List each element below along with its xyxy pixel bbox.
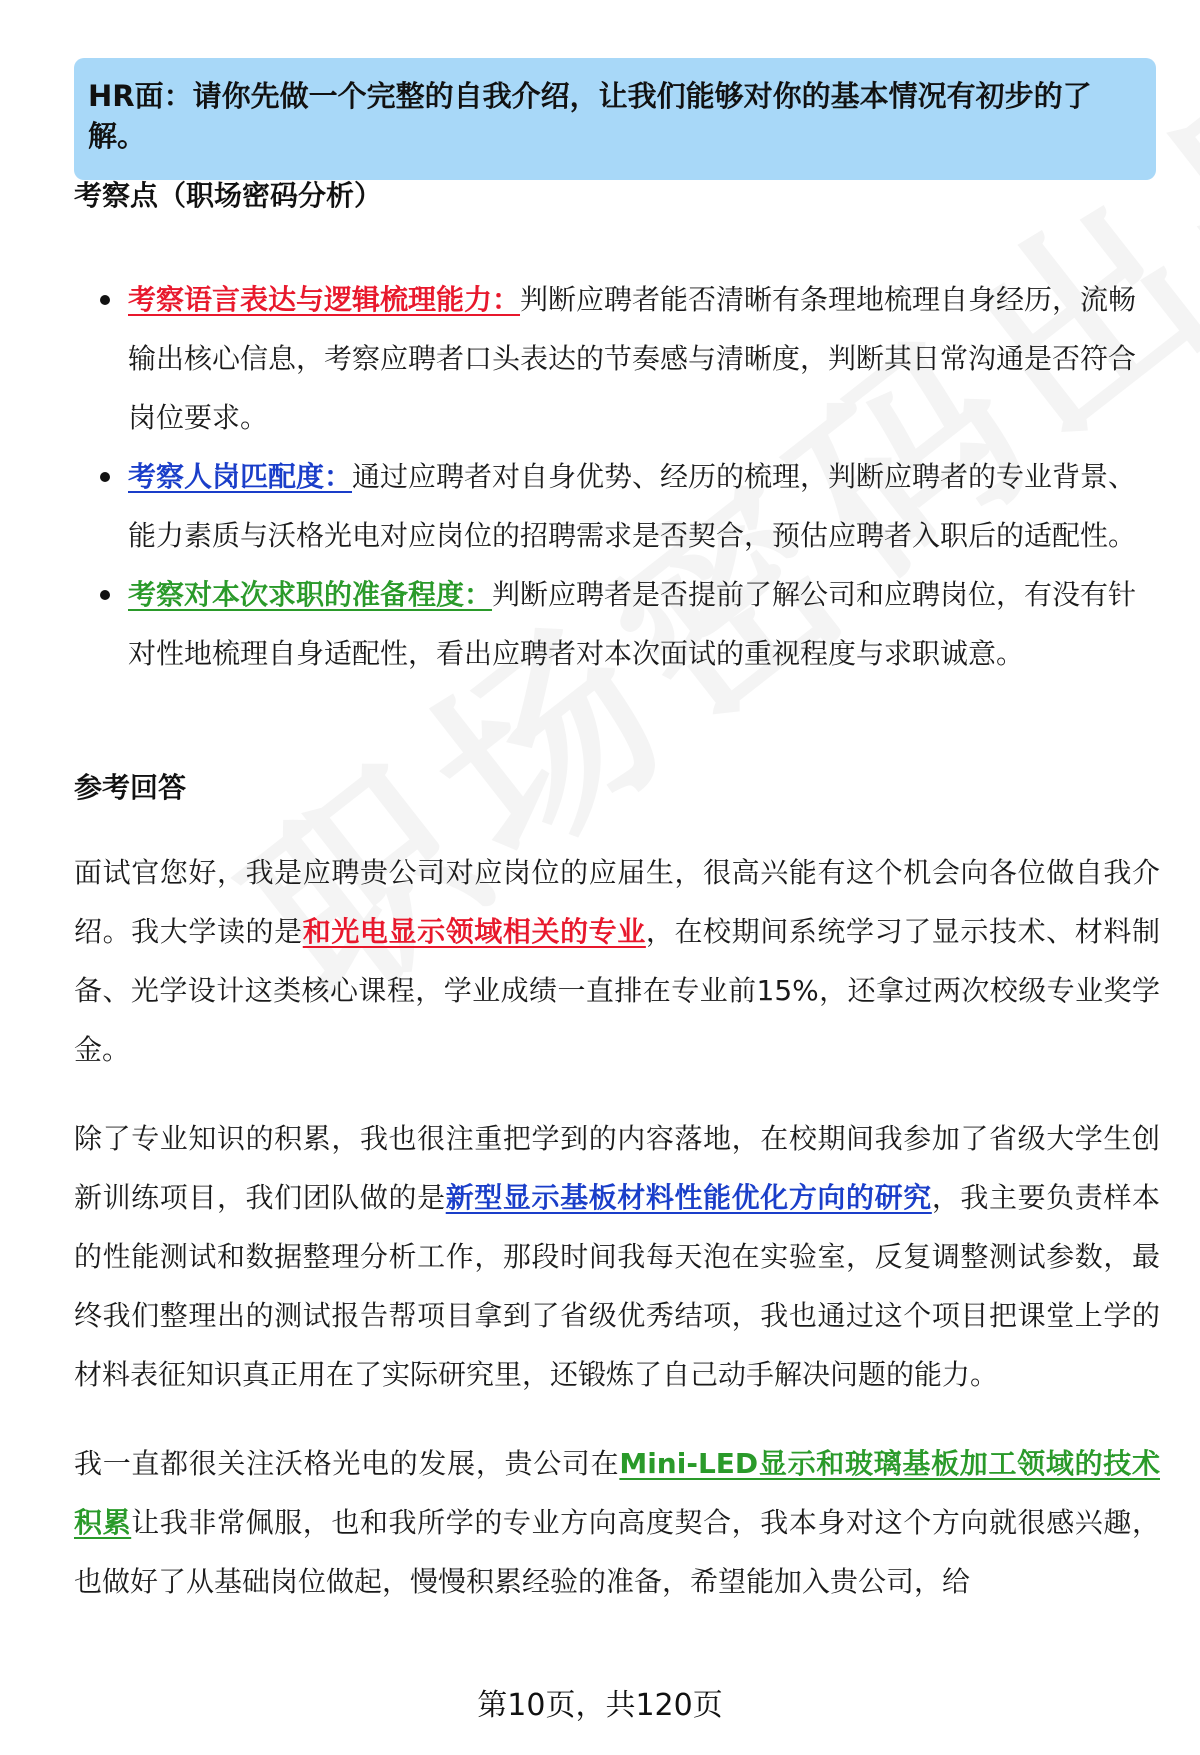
answer-text: 面试官您好，我是应聘贵公司对应岗位的应届生，很高兴能有这个机会向各位做自我介绍。我大学读的是 (74, 856, 1160, 948)
answer-text: 让我非常佩服，也和我所学的专业方向高度契合，我本身对这个方向就很感兴趣，也做好了从基础岗位做起，慢慢积累经验的准备，希望能加入贵公司，给 (74, 1506, 1160, 1598)
analysis-point-text: 通过应聘者对自身优势、经历的梳理，判断应聘者的专业背景、能力素质与沃格光电对应岗位的招聘需求是否契合，预估应聘者入职后的适配性。 (128, 460, 1137, 552)
analysis-point-highlight: 考察语言表达与逻辑梳理能力： (128, 283, 521, 316)
answer-highlight: 和光电显示领域相关的专业 (302, 915, 646, 948)
answer-text: ，在校期间系统学习了显示技术、材料制备、光学设计这类核心课程，学业成绩一直排在专业前15%，还拿过两次校级专业奖学金。 (74, 915, 1160, 1066)
question-box (74, 58, 1156, 180)
answer-text: ，我主要负责样本的性能测试和数据整理分析工作，那段时间我每天泡在实验室，反复调整测试参数，最终我们整理出的测试报告帮项目拿到了省级优秀结项，我也通过这个项目把课堂上学的材料表征知识真正用在了实际研究里，还锻炼了自己动手解决问题的能力。 (74, 1181, 1160, 1391)
analysis-point-highlight: 考察对本次求职的准备程度： (128, 578, 493, 611)
bullet-dot-icon (100, 472, 110, 482)
analysis-point-highlight: 考察人岗匹配度： (128, 460, 353, 493)
analysis-point-text: 判断应聘者能否清晰有条理地梳理自身经历，流畅输出核心信息，考察应聘者口头表达的节奏感与清晰度，判断其日常沟通是否符合岗位要求。 (128, 283, 1137, 434)
analysis-point (74, 565, 1156, 683)
section-title-answer: 参考回答 (74, 771, 187, 804)
answer-text: 我一直都很关注沃格光电的发展，贵公司在 (74, 1447, 620, 1480)
answer-paragraph (74, 1109, 1160, 1404)
analysis-point (74, 447, 1156, 565)
answer-paragraphs (74, 843, 1160, 1641)
answer-highlight: 新型显示基板材料性能优化方向的研究 (445, 1181, 932, 1214)
answer-highlight: Mini-LED显示和玻璃基板加工领域的技术积累 (74, 1447, 1160, 1539)
bullet-dot-icon (100, 590, 110, 600)
analysis-point (74, 270, 1156, 447)
page-number: 第10页，共120页 (477, 1688, 723, 1723)
answer-paragraph (74, 843, 1160, 1079)
answer-paragraph (74, 1434, 1160, 1611)
question-text: HR面：请你先做一个完整的自我介绍，让我们能够对你的基本情况有初步的了解。 (88, 79, 1092, 153)
answer-text: 除了专业知识的积累，我也很注重把学到的内容落地，在校期间我参加了省级大学生创新训练项目，我们团队做的是 (74, 1122, 1160, 1214)
analysis-point-list (74, 270, 1156, 683)
section-title-analysis: 考察点（职场密码分析） (74, 179, 383, 212)
bullet-dot-icon (100, 295, 110, 305)
analysis-point-text: 判断应聘者是否提前了解公司和应聘岗位，有没有针对性地梳理自身适配性，看出应聘者对本次面试的重视程度与求职诚意。 (128, 578, 1137, 670)
